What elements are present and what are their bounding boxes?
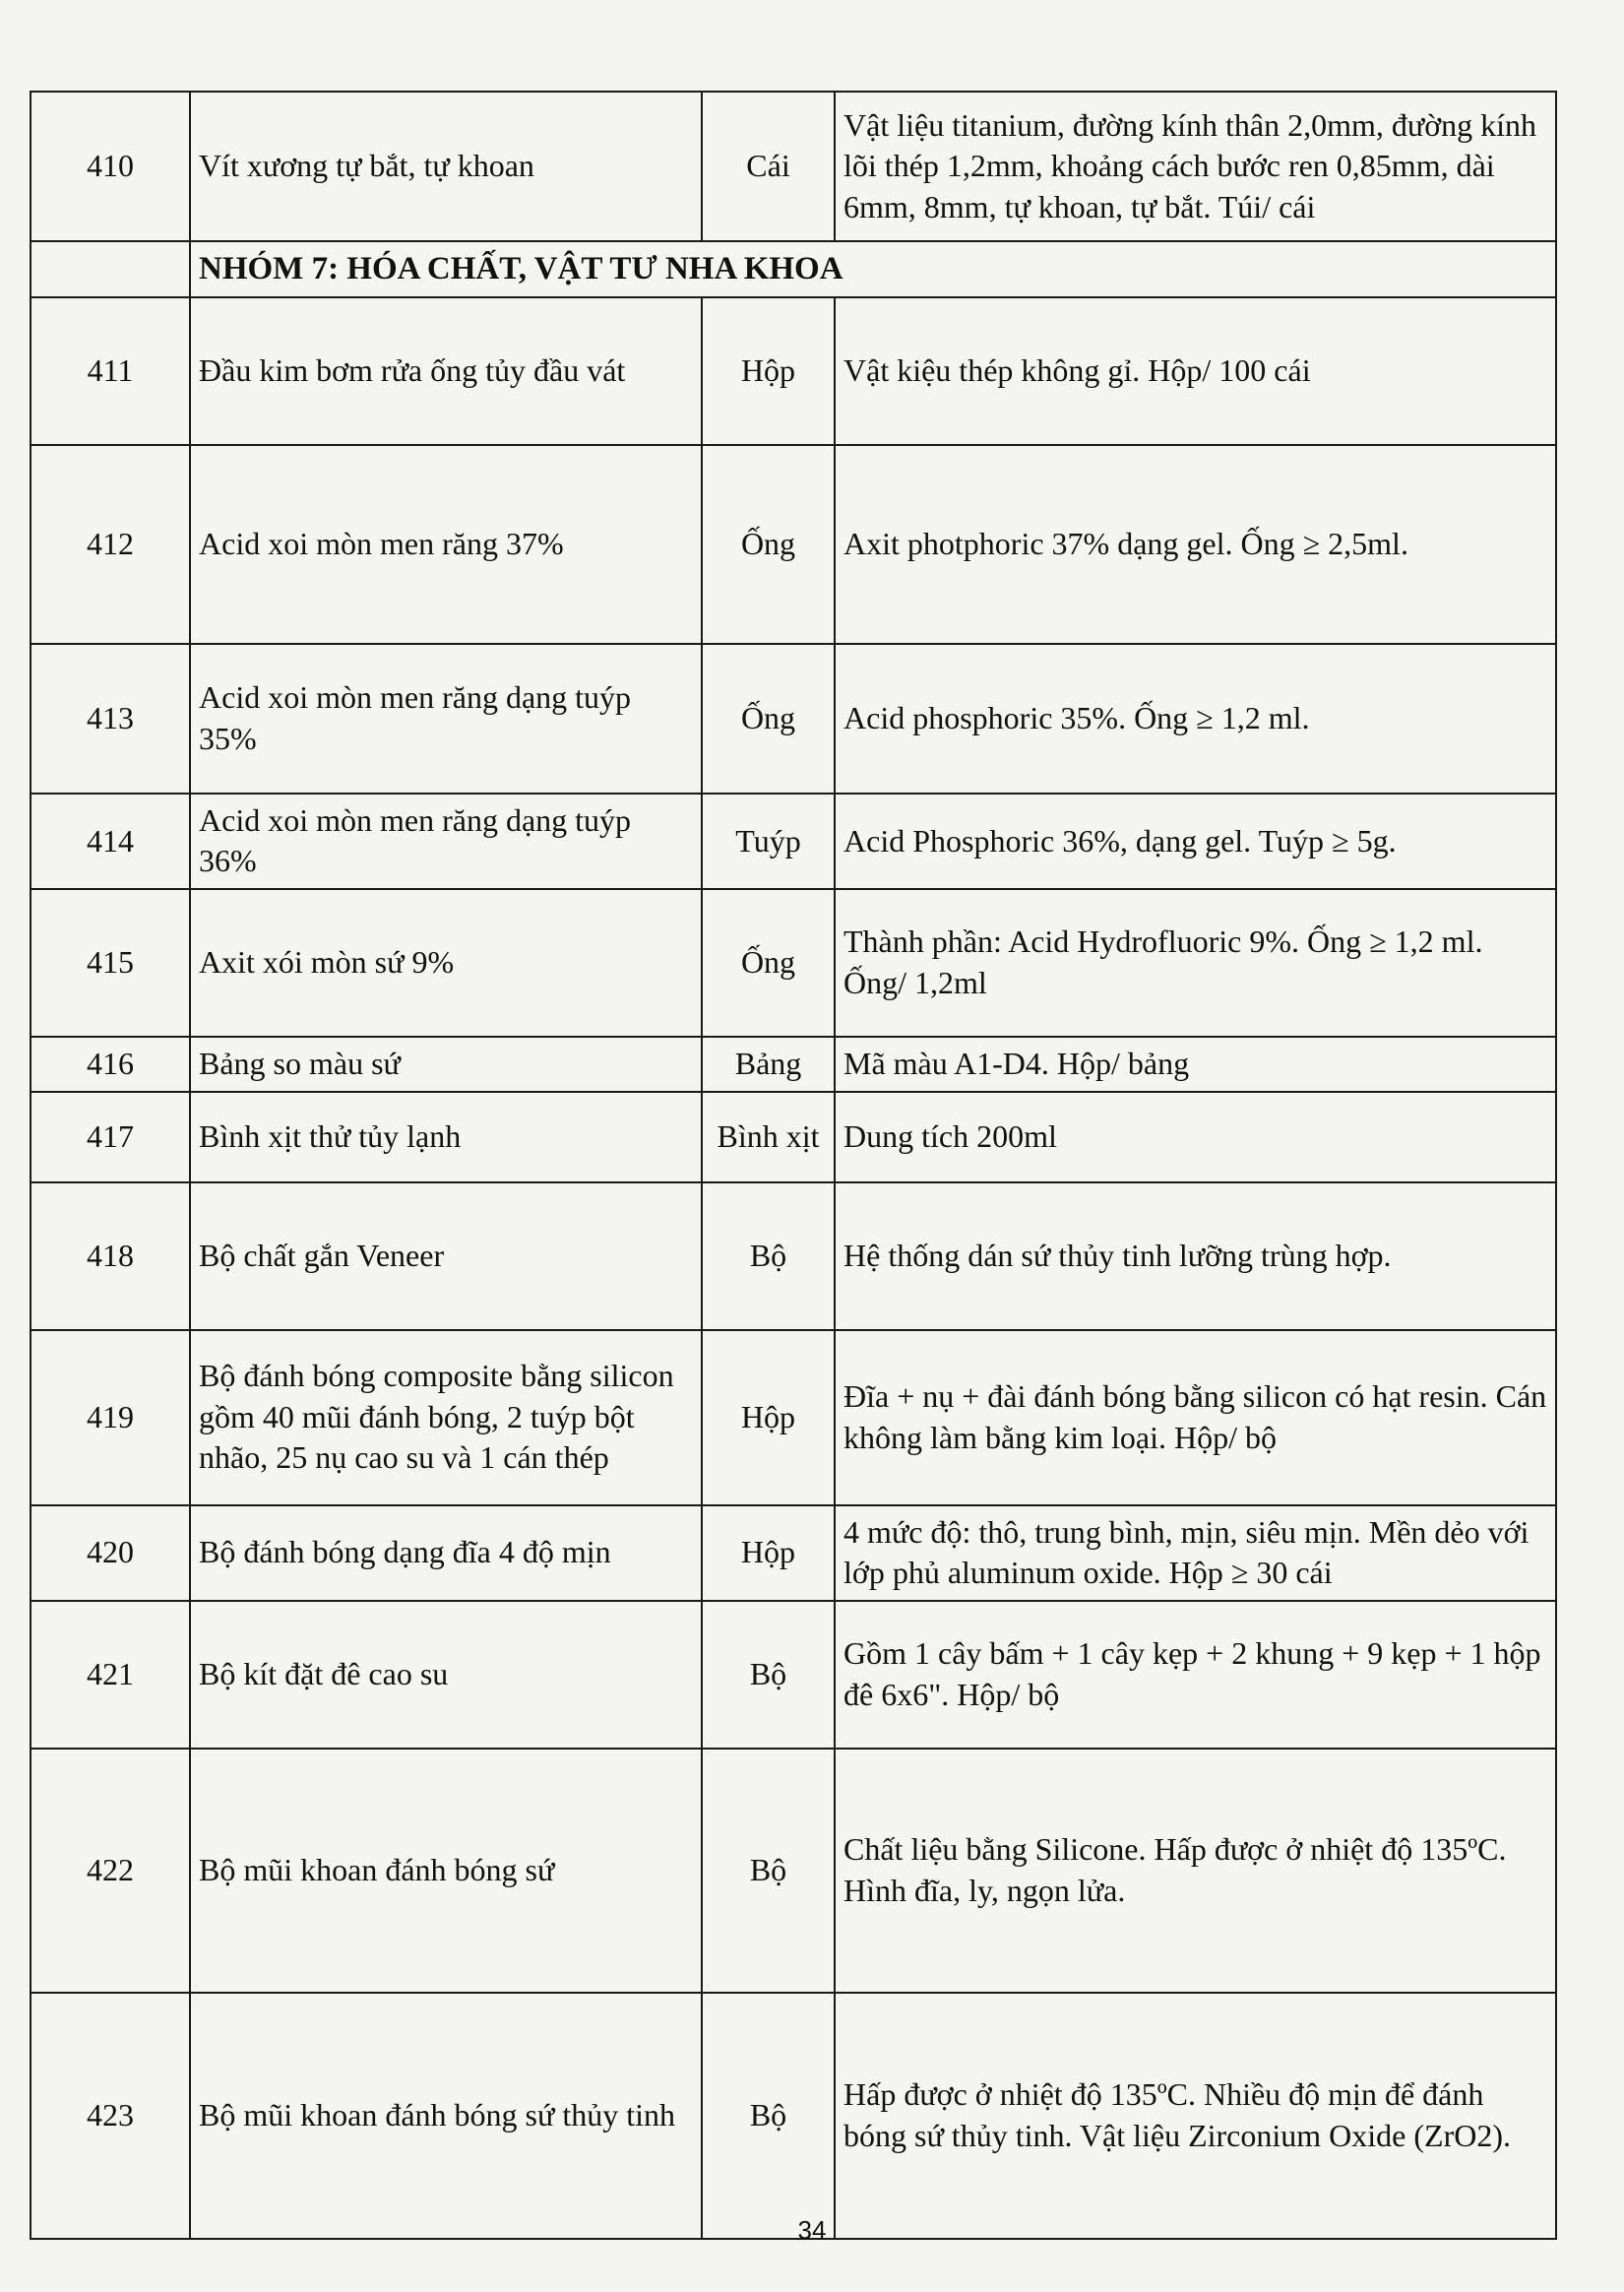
group-header: NHÓM 7: HÓA CHẤT, VẬT TƯ NHA KHOA [190, 241, 1556, 297]
item-spec: Acid Phosphoric 36%, dạng gel. Tuýp ≥ 5g. [835, 794, 1556, 889]
item-spec: Vật liệu titanium, đường kính thân 2,0mm, đường kính lõi thép 1,2mm, khoảng cách bước ren 0,85mm, dài 6mm, 8mm, tự khoan, tự bắt. Túi/ cái [835, 92, 1556, 241]
item-unit: Bộ [702, 1182, 835, 1330]
item-unit: Ống [702, 644, 835, 794]
document-page [30, 91, 1555, 2240]
page-number: 34 [797, 2215, 827, 2245]
row-number: 414 [31, 794, 190, 889]
item-spec: Thành phần: Acid Hydrofluoric 9%. Ống ≥ 1,2 ml. Ống/ 1,2ml [835, 889, 1556, 1037]
item-spec: Acid phosphoric 35%. Ống ≥ 1,2 ml. [835, 644, 1556, 794]
table-row [31, 1993, 1556, 2239]
item-spec: Mã màu A1-D4. Hộp/ bảng [835, 1037, 1556, 1092]
item-spec: Axit photphoric 37% dạng gel. Ống ≥ 2,5ml. [835, 445, 1556, 644]
item-name: Bộ đánh bóng composite bằng silicon gồm 40 mũi đánh bóng, 2 tuýp bột nhão, 25 nụ cao su và 1 cán thép [190, 1330, 702, 1505]
item-unit: Tuýp [702, 794, 835, 889]
table-row [31, 889, 1556, 1037]
item-name: Axit xói mòn sứ 9% [190, 889, 702, 1037]
item-unit: Cái [702, 92, 835, 241]
table-row [31, 297, 1556, 445]
item-unit: Bộ [702, 1601, 835, 1749]
item-name: Bộ đánh bóng dạng đĩa 4 độ mịn [190, 1505, 702, 1601]
item-unit: Hộp [702, 297, 835, 445]
item-name: Đầu kim bơm rửa ống tủy đầu vát [190, 297, 702, 445]
item-spec: 4 mức độ: thô, trung bình, mịn, siêu mịn. Mền dẻo với lớp phủ aluminum oxide. Hộp ≥ 30 cái [835, 1505, 1556, 1601]
item-name: Bảng so màu sứ [190, 1037, 702, 1092]
item-spec: Chất liệu bằng Silicone. Hấp được ở nhiệt độ 135ºC. Hình đĩa, ly, ngọn lửa. [835, 1749, 1556, 1993]
row-number: 423 [31, 1993, 190, 2239]
item-name: Bộ mũi khoan đánh bóng sứ [190, 1749, 702, 1993]
item-name: Bộ mũi khoan đánh bóng sứ thủy tinh [190, 1993, 702, 2239]
row-number: 416 [31, 1037, 190, 1092]
item-unit: Ống [702, 889, 835, 1037]
table-row [31, 794, 1556, 889]
item-spec: Hấp được ở nhiệt độ 135ºC. Nhiều độ mịn để đánh bóng sứ thủy tinh. Vật liệu Zirconium Oxide (ZrO2). [835, 1993, 1556, 2239]
row-number: 410 [31, 92, 190, 241]
row-number: 420 [31, 1505, 190, 1601]
item-name: Acid xoi mòn men răng dạng tuýp 36% [190, 794, 702, 889]
item-name: Bộ chất gắn Veneer [190, 1182, 702, 1330]
row-number: 422 [31, 1749, 190, 1993]
item-name: Vít xương tự bắt, tự khoan [190, 92, 702, 241]
item-spec: Vật kiệu thép không gỉ. Hộp/ 100 cái [835, 297, 1556, 445]
item-spec: Đĩa + nụ + đài đánh bóng bằng silicon có hạt resin. Cán không làm bằng kim loại. Hộp/ bộ [835, 1330, 1556, 1505]
table-row [31, 1601, 1556, 1749]
group-header-row [31, 241, 1556, 297]
row-number: 411 [31, 297, 190, 445]
item-unit: Bộ [702, 1993, 835, 2239]
item-name: Bộ kít đặt đê cao su [190, 1601, 702, 1749]
item-unit: Bảng [702, 1037, 835, 1092]
table-row [31, 1092, 1556, 1182]
item-name: Bình xịt thử tủy lạnh [190, 1092, 702, 1182]
item-spec: Dung tích 200ml [835, 1092, 1556, 1182]
table-row [31, 1749, 1556, 1993]
table-row [31, 1182, 1556, 1330]
row-number: 415 [31, 889, 190, 1037]
table-row [31, 1330, 1556, 1505]
item-unit: Hộp [702, 1330, 835, 1505]
item-name: Acid xoi mòn men răng 37% [190, 445, 702, 644]
row-number: 418 [31, 1182, 190, 1330]
table-row [31, 1037, 1556, 1092]
table-row [31, 644, 1556, 794]
item-unit: Hộp [702, 1505, 835, 1601]
table-row [31, 1505, 1556, 1601]
item-unit: Bình xịt [702, 1092, 835, 1182]
table-row [31, 445, 1556, 644]
row-number: 412 [31, 445, 190, 644]
item-name: Acid xoi mòn men răng dạng tuýp 35% [190, 644, 702, 794]
item-unit: Bộ [702, 1749, 835, 1993]
row-number: 417 [31, 1092, 190, 1182]
supplies-table [30, 91, 1557, 2240]
row-number: 421 [31, 1601, 190, 1749]
row-number: 413 [31, 644, 190, 794]
item-spec: Hệ thống dán sứ thủy tinh lưỡng trùng hợp. [835, 1182, 1556, 1330]
row-number: 419 [31, 1330, 190, 1505]
item-unit: Ống [702, 445, 835, 644]
item-spec: Gồm 1 cây bấm + 1 cây kẹp + 2 khung + 9 kẹp + 1 hộp đê 6x6". Hộp/ bộ [835, 1601, 1556, 1749]
table-row [31, 92, 1556, 241]
